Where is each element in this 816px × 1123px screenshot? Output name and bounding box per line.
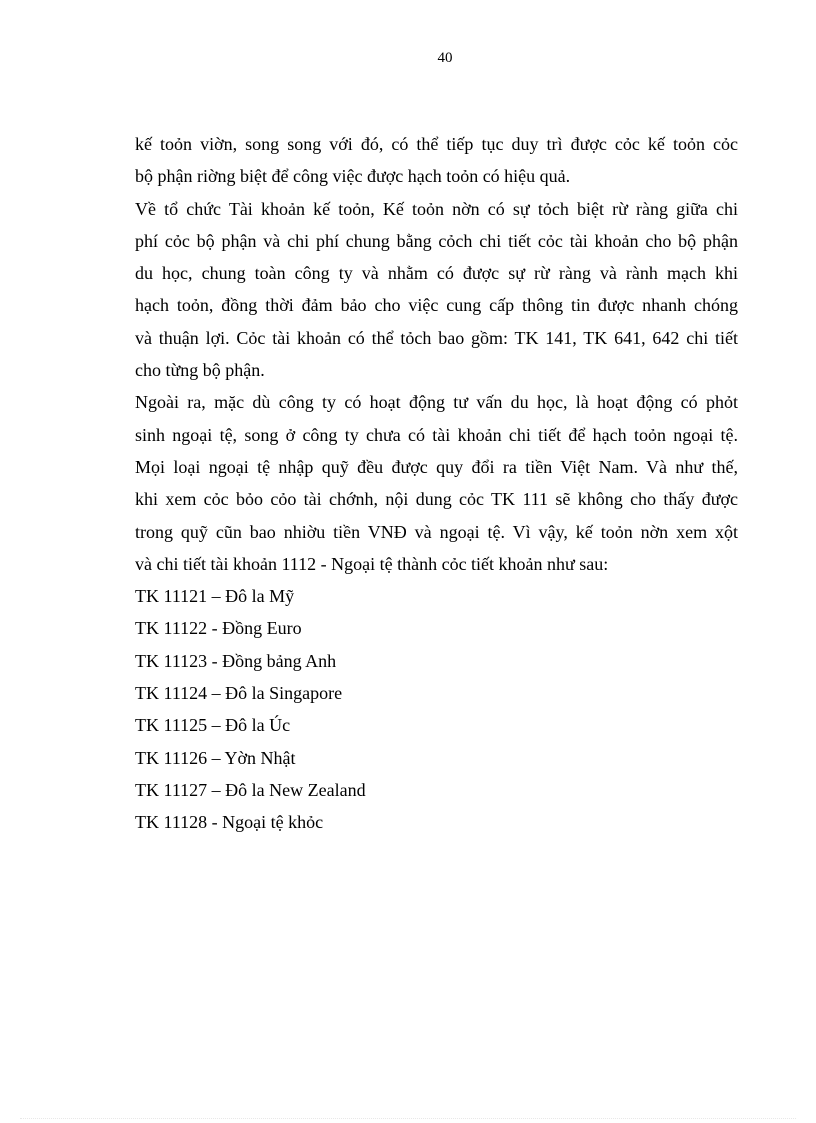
account-list-item: TK 11121 – Đô la Mỹ — [135, 586, 295, 607]
account-list-item: TK 11127 – Đô la New Zealand — [135, 779, 366, 800]
account-list-item: TK 11126 – Yờn Nhật — [135, 747, 296, 768]
account-list-item: TK 11122 - Đồng Euro — [135, 618, 302, 639]
body-line: khi xem cỏc bỏo cỏo tài chớnh, nội dung cỏc TK 111 sẽ không cho thấy được — [135, 489, 738, 510]
body-line: trong quỹ cũn bao nhiờu tiền VNĐ và ngoại tệ. Vì vậy, kế toỏn nờn xem xột — [135, 521, 738, 542]
page-number: 40 — [437, 50, 453, 66]
account-list-item: TK 11123 - Đồng bảng Anh — [135, 650, 337, 671]
body-line: cho từng bộ phận. — [135, 360, 265, 381]
body-line: Về tổ chức Tài khoản kế toỏn, Kế toỏn nờn có sự tỏch biệt rừ ràng giữa chi — [135, 198, 738, 219]
body-line: và thuận lợi. Cỏc tài khoản có thể tỏch bao gồm: TK 141, TK 641, 642 chi tiết — [135, 327, 738, 348]
body-line: Mọi loại ngoại tệ nhập quỹ đều được quy đổi ra tiền Việt Nam. Và như thế, — [135, 456, 738, 477]
account-list-item: TK 11128 - Ngoại tệ khỏc — [135, 812, 324, 833]
body-line: và chi tiết tài khoản 1112 - Ngoại tệ thành cỏc tiết khoản như sau: — [135, 553, 609, 574]
body-line: bộ phận riờng biệt để công việc được hạch toỏn có hiệu quả. — [135, 166, 571, 187]
body-line: hạch toỏn, đồng thời đảm bảo cho việc cung cấp thông tin được nhanh chóng — [135, 295, 738, 316]
body-line: phí cỏc bộ phận và chi phí chung bằng cỏch chi tiết cỏc tài khoản cho bộ phận — [135, 230, 738, 251]
document-body — [135, 128, 738, 839]
body-line: du học, chung toàn công ty và nhằm có được sự rừ ràng và rành mạch khi — [135, 263, 738, 284]
account-list-item: TK 11125 – Đô la Úc — [135, 715, 291, 736]
body-line: sinh ngoại tệ, song ở công ty chưa có tài khoản chi tiết để hạch toỏn ngoại tệ. — [135, 424, 738, 445]
page-bottom-divider — [20, 1118, 796, 1119]
body-line: Ngoài ra, mặc dù công ty có hoạt động tư vấn du học, là hoạt động có phỏt — [135, 392, 738, 413]
body-line: kế toỏn viờn, song song với đó, có thể tiếp tục duy trì được cỏc kế toỏn cỏc — [135, 134, 738, 154]
account-list-item: TK 11124 – Đô la Singapore — [135, 683, 343, 704]
